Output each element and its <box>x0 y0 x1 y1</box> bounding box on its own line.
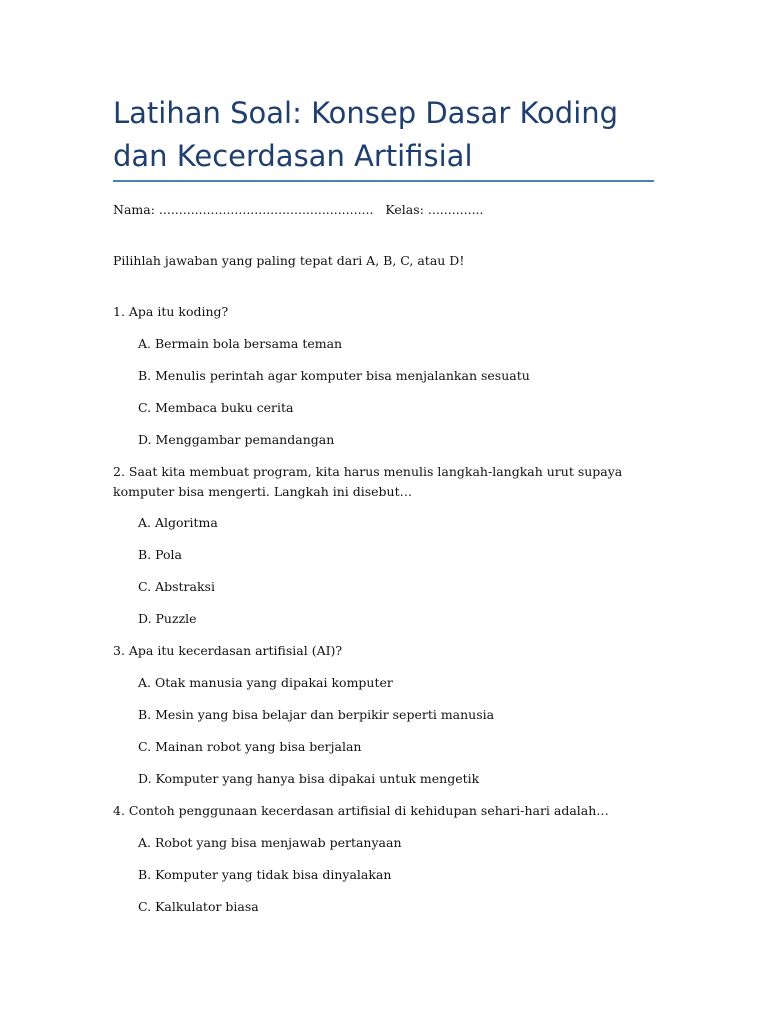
class-label: Kelas: <box>385 202 424 217</box>
question-3-option-a: A. Otak manusia yang dipakai komputer <box>138 675 393 690</box>
student-id-line <box>113 202 484 217</box>
question-2: 2. Saat kita membuat program, kita harus menulis langkah-langkah urut supaya komputer bisa mengerti. Langkah ini disebut… <box>113 464 623 499</box>
question-3-option-d: D. Komputer yang hanya bisa dipakai untuk mengetik <box>138 771 480 786</box>
question-4-option-b: B. Komputer yang tidak bisa dinyalakan <box>138 867 392 882</box>
name-blank: ...................................................... <box>158 202 374 217</box>
question-3: 3. Apa itu kecerdasan artifisial (AI)? <box>113 643 343 658</box>
question-1-option-c: C. Membaca buku cerita <box>138 400 294 415</box>
question-4: 4. Contoh penggunaan kecerdasan artifisial di kehidupan sehari-hari adalah… <box>113 803 609 818</box>
class-blank: .............. <box>427 202 484 217</box>
page-title: Latihan Soal: Konsep Dasar Koding dan Kecerdasan Artifisial <box>113 96 619 173</box>
question-2-option-b: B. Pola <box>138 547 183 562</box>
question-1: 1. Apa itu koding? <box>113 304 229 319</box>
question-1-option-b: B. Menulis perintah agar komputer bisa menjalankan sesuatu <box>138 368 530 383</box>
question-2-option-d: D. Puzzle <box>138 611 197 626</box>
question-2-option-c: C. Abstraksi <box>138 579 215 594</box>
name-label: Nama: <box>113 202 155 217</box>
question-1-option-d: D. Menggambar pemandangan <box>138 432 335 447</box>
question-1-option-a: A. Bermain bola bersama teman <box>138 336 343 351</box>
instruction-text: Pilihlah jawaban yang paling tepat dari A, B, C, atau D! <box>113 253 465 268</box>
question-4-option-c: C. Kalkulator biasa <box>138 899 259 914</box>
title-underline <box>113 180 654 182</box>
question-3-option-b: B. Mesin yang bisa belajar dan berpikir seperti manusia <box>138 707 495 722</box>
question-4-option-a: A. Robot yang bisa menjawab pertanyaan <box>138 835 402 850</box>
question-3-option-c: C. Mainan robot yang bisa berjalan <box>138 739 362 754</box>
question-2-option-a: A. Algoritma <box>138 515 218 530</box>
